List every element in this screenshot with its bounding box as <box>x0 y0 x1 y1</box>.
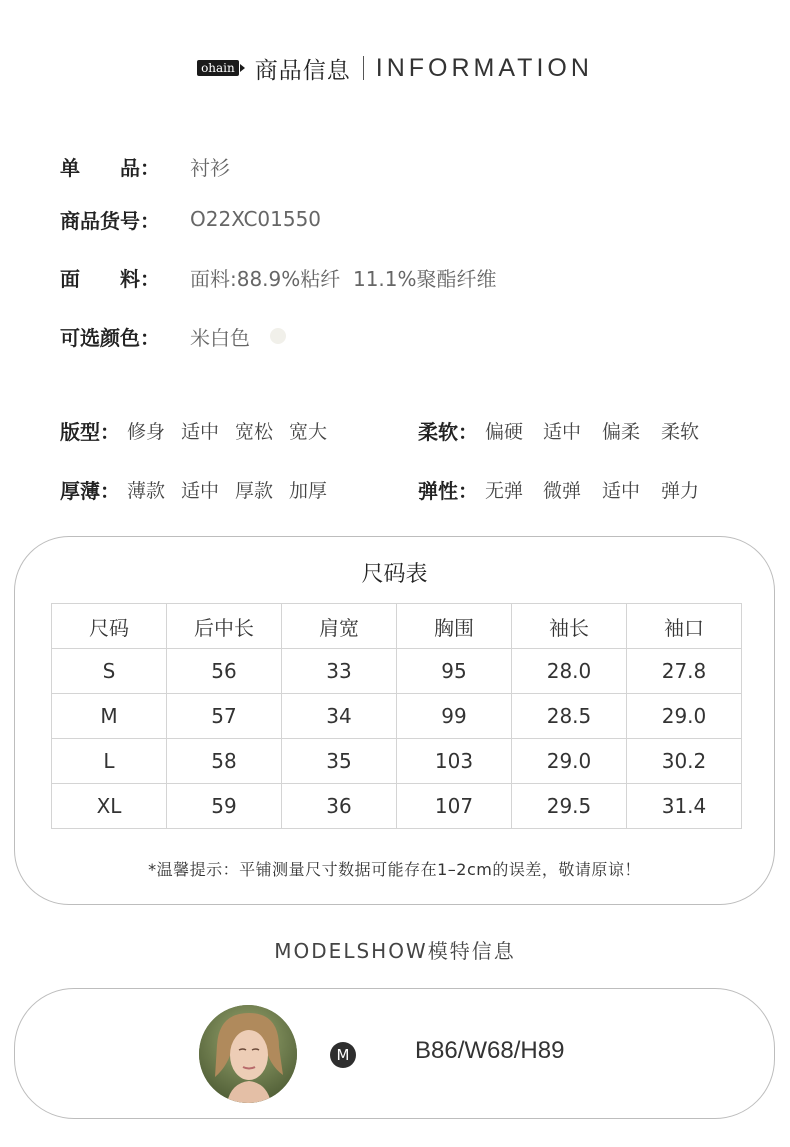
table-cell: 28.0 <box>512 649 627 694</box>
table-row <box>52 784 742 829</box>
color-swatch[interactable] <box>270 328 286 344</box>
table-cell: 103 <box>397 739 512 784</box>
table-header-cell: 胸围 <box>397 604 512 649</box>
table-row <box>52 694 742 739</box>
info-value: O22XC01550 <box>190 207 322 231</box>
attribute-option[interactable]: 宽松 <box>234 420 273 443</box>
attribute-option[interactable]: 修身 <box>126 420 165 443</box>
info-value: 面料:88.9%粘纤 11.1%聚酯纤维 <box>190 266 497 291</box>
table-cell: 31.4 <box>627 784 742 829</box>
table-cell: 58 <box>167 739 282 784</box>
brand-logo-text: ohain <box>197 60 239 76</box>
attribute-fit <box>60 415 330 445</box>
brand-arrow-icon <box>240 64 245 72</box>
attribute-option[interactable]: 无弹 <box>484 479 523 502</box>
info-row-item <box>60 151 230 181</box>
table-cell: 34 <box>282 694 397 739</box>
table-header-cell: 袖长 <box>512 604 627 649</box>
model-avatar <box>199 1005 297 1103</box>
table-cell: 99 <box>397 694 512 739</box>
section-header <box>0 48 790 88</box>
attribute-option[interactable]: 厚款 <box>234 479 273 502</box>
model-size-badge: M <box>330 1042 356 1068</box>
attribute-softness <box>418 415 702 445</box>
table-cell: M <box>52 694 167 739</box>
table-cell: 95 <box>397 649 512 694</box>
size-chart-card <box>14 536 775 905</box>
attribute-label: 版型： <box>60 419 120 444</box>
table-cell: L <box>52 739 167 784</box>
attribute-option[interactable]: 偏硬 <box>484 420 523 443</box>
info-row-color <box>60 321 286 351</box>
attribute-option[interactable]: 偏柔 <box>601 420 640 443</box>
info-value: 米白色 <box>190 325 250 350</box>
table-header-cell: 袖口 <box>627 604 742 649</box>
info-label: 可选颜色： <box>60 325 160 350</box>
header-title-cn: 商品信息 <box>254 57 351 84</box>
table-cell: 29.0 <box>512 739 627 784</box>
size-chart-title: 尺码表 <box>361 562 428 587</box>
table-header-cell: 尺码 <box>52 604 167 649</box>
table-header-cell: 肩宽 <box>282 604 397 649</box>
attribute-option[interactable]: 适中 <box>178 417 222 444</box>
table-cell: 57 <box>167 694 282 739</box>
size-chart-note: *温馨提示：平铺测量尺寸数据可能存在1–2cm的误差，敬请原谅！ <box>148 860 641 879</box>
model-portrait-image <box>199 1005 297 1103</box>
attribute-label: 柔软： <box>418 419 478 444</box>
table-cell: 30.2 <box>627 739 742 784</box>
table-cell: 36 <box>282 784 397 829</box>
attribute-elasticity <box>418 474 702 504</box>
size-table <box>51 603 742 829</box>
brand-logo <box>197 60 245 76</box>
info-label: 商品货号： <box>60 208 160 233</box>
attribute-option[interactable]: 薄款 <box>126 479 165 502</box>
table-row <box>52 649 742 694</box>
table-header-cell: 后中长 <box>167 604 282 649</box>
table-cell: S <box>52 649 167 694</box>
table-cell: 56 <box>167 649 282 694</box>
header-divider <box>363 56 364 80</box>
attribute-option[interactable]: 适中 <box>599 476 643 503</box>
table-cell: 29.0 <box>627 694 742 739</box>
attribute-label: 弹性： <box>418 478 478 503</box>
info-row-sku <box>60 204 321 234</box>
model-info-card <box>14 988 775 1119</box>
header-title-en: INFORMATION <box>375 53 593 82</box>
attribute-option[interactable]: 加厚 <box>288 479 327 502</box>
table-cell: 28.5 <box>512 694 627 739</box>
attribute-option[interactable]: 柔软 <box>660 420 699 443</box>
model-measurements: B86/W68/H89 <box>415 1037 565 1064</box>
attribute-option[interactable]: 适中 <box>540 417 584 444</box>
attribute-option[interactable]: 宽大 <box>288 420 327 443</box>
table-cell: 27.8 <box>627 649 742 694</box>
table-cell: XL <box>52 784 167 829</box>
attribute-option[interactable]: 微弹 <box>542 479 581 502</box>
table-cell: 107 <box>397 784 512 829</box>
attribute-label: 厚薄： <box>60 478 120 503</box>
attribute-option[interactable]: 适中 <box>178 476 222 503</box>
table-cell: 33 <box>282 649 397 694</box>
table-cell: 59 <box>167 784 282 829</box>
info-label: 面 料： <box>60 266 160 291</box>
attribute-thickness <box>60 474 330 504</box>
attribute-option[interactable]: 弹力 <box>660 479 699 502</box>
table-cell: 35 <box>282 739 397 784</box>
model-section-heading: MODELSHOW模特信息 <box>274 939 516 963</box>
info-row-fabric <box>60 262 497 292</box>
info-label: 单 品： <box>60 155 160 180</box>
table-cell: 29.5 <box>512 784 627 829</box>
info-value: 衬衫 <box>190 155 230 180</box>
table-header-row <box>52 604 742 649</box>
table-row <box>52 739 742 784</box>
